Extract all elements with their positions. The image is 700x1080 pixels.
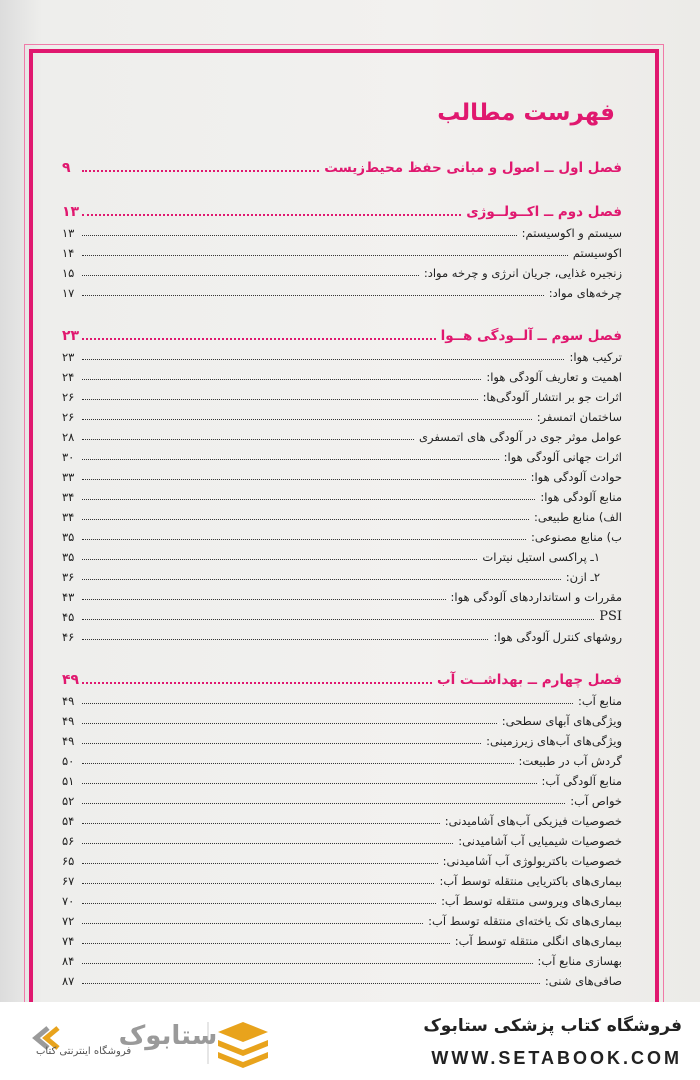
dot-leader <box>82 214 461 216</box>
entry-title: ترکیب هوا: <box>569 350 622 364</box>
dot-leader <box>82 803 565 804</box>
toc-chapter-row[interactable] <box>62 318 622 344</box>
chapter-title: فصل سوم ــ آلــودگی هــوا <box>440 328 622 344</box>
dot-leader <box>82 439 414 440</box>
entry-title: خصوصیات شیمیایی آب آشامیدنی: <box>458 834 622 848</box>
page-number: ۵۲ <box>62 794 75 808</box>
page-number: ۹ <box>62 160 71 176</box>
toc-chapter-row[interactable] <box>62 150 622 176</box>
page-number: ۳۵ <box>62 530 75 544</box>
toc-chapter-row[interactable] <box>62 662 622 688</box>
toc-entry-row[interactable] <box>62 604 622 624</box>
page-number: ۲۴ <box>62 370 75 384</box>
entry-title: خصوصیات باکتریولوژی آب آشامیدنی: <box>442 854 622 868</box>
entry-title: خواص آب: <box>570 794 622 808</box>
toc-entry-row[interactable] <box>62 484 622 504</box>
entry-title: PSI <box>599 609 622 624</box>
table-of-contents <box>62 150 622 988</box>
toc-entry-row[interactable] <box>62 464 622 484</box>
store-url[interactable]: WWW.SETABOOK.COM <box>431 1048 682 1068</box>
section-gap <box>62 644 622 662</box>
toc-entry-row[interactable] <box>62 888 622 908</box>
section-gap <box>62 176 622 194</box>
section-gap <box>62 300 622 318</box>
entry-title: ویژگی‌های آب‌های زیرزمینی: <box>486 734 622 748</box>
dot-leader <box>82 639 488 640</box>
page-number: ۷۲ <box>62 914 75 928</box>
dot-leader <box>82 619 594 620</box>
entry-title: بیماری‌های تک یاخته‌ای منتقله توسط آب: <box>428 914 622 928</box>
dot-leader <box>82 539 526 540</box>
store-footer <box>0 1002 700 1080</box>
double-chevron-icon <box>36 1028 58 1048</box>
toc-entry-row[interactable] <box>62 444 622 464</box>
store-name: فروشگاه کتاب پزشکی ستابوک <box>423 1016 682 1036</box>
toc-entry-row[interactable] <box>62 280 622 300</box>
dot-leader <box>82 863 438 864</box>
toc-entry-row[interactable] <box>62 748 622 768</box>
entry-title: بهسازی منابع آب: <box>537 954 622 968</box>
dot-leader <box>82 359 564 360</box>
page-number: ۸۴ <box>62 954 75 968</box>
dot-leader <box>82 295 544 296</box>
dot-leader <box>82 399 478 400</box>
entry-title: سیستم و اکوسیستم: <box>521 226 622 240</box>
dot-leader <box>82 682 432 684</box>
entry-title: اهمیت و تعاریف آلودگی هوا: <box>486 370 622 384</box>
toc-entry-row[interactable] <box>62 828 622 848</box>
dot-leader <box>82 983 540 984</box>
page-number: ۳۶ <box>62 570 75 584</box>
dot-leader <box>82 883 434 884</box>
page-number: ۴۵ <box>62 610 75 624</box>
page-number: ۳۵ <box>62 550 75 564</box>
dot-leader <box>82 519 529 520</box>
chapter-title: فصل اول ــ اصول و مبانی حفظ محیط‌زیست <box>324 160 622 176</box>
dot-leader <box>82 783 537 784</box>
dot-leader <box>82 703 573 704</box>
toc-entry-row[interactable] <box>62 708 622 728</box>
entry-title: بیماری‌های باکتریایی منتقله توسط آب: <box>439 874 622 888</box>
toc-entry-row[interactable] <box>62 364 622 384</box>
entry-title: الف) منابع طبیعی: <box>534 510 622 524</box>
logo-wordmark: ستابوک <box>118 1021 218 1051</box>
page-number: ۵۴ <box>62 814 75 828</box>
dot-leader <box>82 459 499 460</box>
entry-title: بیماری‌های ویروسی منتقله توسط آب: <box>441 894 622 908</box>
page-number: ۳۳ <box>62 470 75 484</box>
entry-title: روشهای کنترل آلودگی هوا: <box>493 630 622 644</box>
toc-entry-row[interactable] <box>62 868 622 888</box>
page-number: ۵۰ <box>62 754 75 768</box>
page-number: ۵۶ <box>62 834 75 848</box>
dot-leader <box>82 599 446 600</box>
toc-entry-row[interactable] <box>62 728 622 748</box>
entry-title: بیماری‌های انگلی منتقله توسط آب: <box>454 934 622 948</box>
dot-leader <box>82 843 453 844</box>
entry-title: گردش آب در طبیعت: <box>518 754 622 768</box>
page-number: ۳۰ <box>62 450 75 464</box>
page-number: ۴۹ <box>62 694 75 708</box>
page-number: ۴۹ <box>62 672 80 688</box>
entry-title: مقررات و استانداردهای آلودگی هوا: <box>450 590 622 604</box>
toc-entry-row[interactable] <box>62 544 622 564</box>
dot-leader <box>82 743 481 744</box>
toc-chapter-row[interactable] <box>62 194 622 220</box>
toc-entry-row[interactable] <box>62 948 622 968</box>
entry-title: عوامل موثر جوی در آلودگی های اتمسفری <box>418 430 622 444</box>
entry-title: ب) منابع مصنوعی: <box>531 530 622 544</box>
entry-title: منابع آب: <box>577 694 622 708</box>
dot-leader <box>82 579 561 580</box>
dot-leader <box>82 943 450 944</box>
page-number: ۱۳ <box>62 226 75 240</box>
toc-entry-row[interactable] <box>62 928 622 948</box>
dot-leader <box>82 559 477 560</box>
chapter-title: فصل چهارم ــ بهداشــت آب <box>437 672 622 688</box>
chapter-title: فصل دوم ــ اکــولــوژی <box>466 204 622 220</box>
entry-title: اکوسیستم <box>572 246 622 260</box>
dot-leader <box>82 499 535 500</box>
page-number: ۸۷ <box>62 974 75 988</box>
toc-entry-row[interactable] <box>62 808 622 828</box>
dot-leader <box>82 419 532 420</box>
dot-leader <box>82 170 319 172</box>
dot-leader <box>82 963 533 964</box>
page-number: ۴۹ <box>62 734 75 748</box>
page-number: ۳۴ <box>62 490 75 504</box>
page-number: ۲۸ <box>62 430 75 444</box>
toc-entry-row[interactable] <box>62 504 622 524</box>
toc-entry-row[interactable] <box>62 384 622 404</box>
page-number: ۶۵ <box>62 854 75 868</box>
toc-entry-row[interactable] <box>62 848 622 868</box>
book-stack-icon <box>218 1022 268 1068</box>
page-number: ۷۰ <box>62 894 75 908</box>
dot-leader <box>82 275 419 276</box>
page-number: ۴۶ <box>62 630 75 644</box>
page-number: ۴۳ <box>62 590 75 604</box>
page-number: ۵۱ <box>62 774 75 788</box>
page-number: ۲۶ <box>62 390 75 404</box>
dot-leader <box>82 763 514 764</box>
page-number: ۷۴ <box>62 934 75 948</box>
toc-entry-row[interactable] <box>62 524 622 544</box>
entry-title: ساختمان اتمسفر: <box>536 410 622 424</box>
dot-leader <box>82 479 526 480</box>
dot-leader <box>82 379 481 380</box>
dot-leader <box>82 723 497 724</box>
toc-entry-row[interactable] <box>62 344 622 364</box>
entry-title: اثرات جو بر انتشار آلودگی‌ها: <box>482 390 622 404</box>
dot-leader <box>82 923 423 924</box>
logo-subtitle: فروشگاه اینترنتی کتاب <box>36 1046 132 1057</box>
page-number: ۱۵ <box>62 266 75 280</box>
entry-title: زنجیره غذایی، جریان انرژی و چرخه مواد: <box>423 266 622 280</box>
dot-leader <box>82 255 568 256</box>
entry-title: خصوصیات فیزیکی آب‌های آشامیدنی: <box>444 814 622 828</box>
toc-entry-row[interactable] <box>62 260 622 280</box>
toc-entry-row[interactable] <box>62 908 622 928</box>
page-number: ۱۴ <box>62 246 75 260</box>
entry-title: ۱ـ پراکسی استیل نیترات <box>482 550 600 564</box>
entry-title: منابع آلودگی هوا: <box>540 490 622 504</box>
dot-leader <box>82 903 436 904</box>
entry-title: اثرات جهانی آلودگی هوا: <box>503 450 622 464</box>
toc-entry-row[interactable] <box>62 688 622 708</box>
toc-entry-row[interactable] <box>62 564 622 584</box>
toc-entry-row[interactable] <box>62 584 622 604</box>
store-logo[interactable] <box>18 1014 278 1070</box>
toc-entry-row[interactable] <box>62 968 622 988</box>
page-number: ۱۷ <box>62 286 75 300</box>
toc-entry-row[interactable] <box>62 220 622 240</box>
page-number: ۲۳ <box>62 350 75 364</box>
page-number: ۶۷ <box>62 874 75 888</box>
entry-title: ویژگی‌های آبهای سطحی: <box>501 714 622 728</box>
page-number: ۲۶ <box>62 410 75 424</box>
dot-leader <box>82 338 436 340</box>
entry-title: صافی‌های شنی: <box>544 974 622 988</box>
toc-entry-row[interactable] <box>62 788 622 808</box>
toc-entry-row[interactable] <box>62 240 622 260</box>
dot-leader <box>82 235 517 236</box>
page-number: ۳۴ <box>62 510 75 524</box>
dot-leader <box>82 823 440 824</box>
toc-entry-row[interactable] <box>62 404 622 424</box>
page-number: ۲۳ <box>62 328 80 344</box>
toc-entry-row[interactable] <box>62 624 622 644</box>
page-title: فهرست مطالب <box>437 100 615 126</box>
toc-entry-row[interactable] <box>62 424 622 444</box>
toc-entry-row[interactable] <box>62 768 622 788</box>
page-number: ۱۳ <box>62 204 80 220</box>
page-number: ۴۹ <box>62 714 75 728</box>
entry-title: حوادث آلودگی هوا: <box>530 470 622 484</box>
entry-title: ۲ـ ازن: <box>565 570 600 584</box>
entry-title: منابع آلودگی آب: <box>541 774 622 788</box>
entry-title: چرخه‌های مواد: <box>548 286 622 300</box>
